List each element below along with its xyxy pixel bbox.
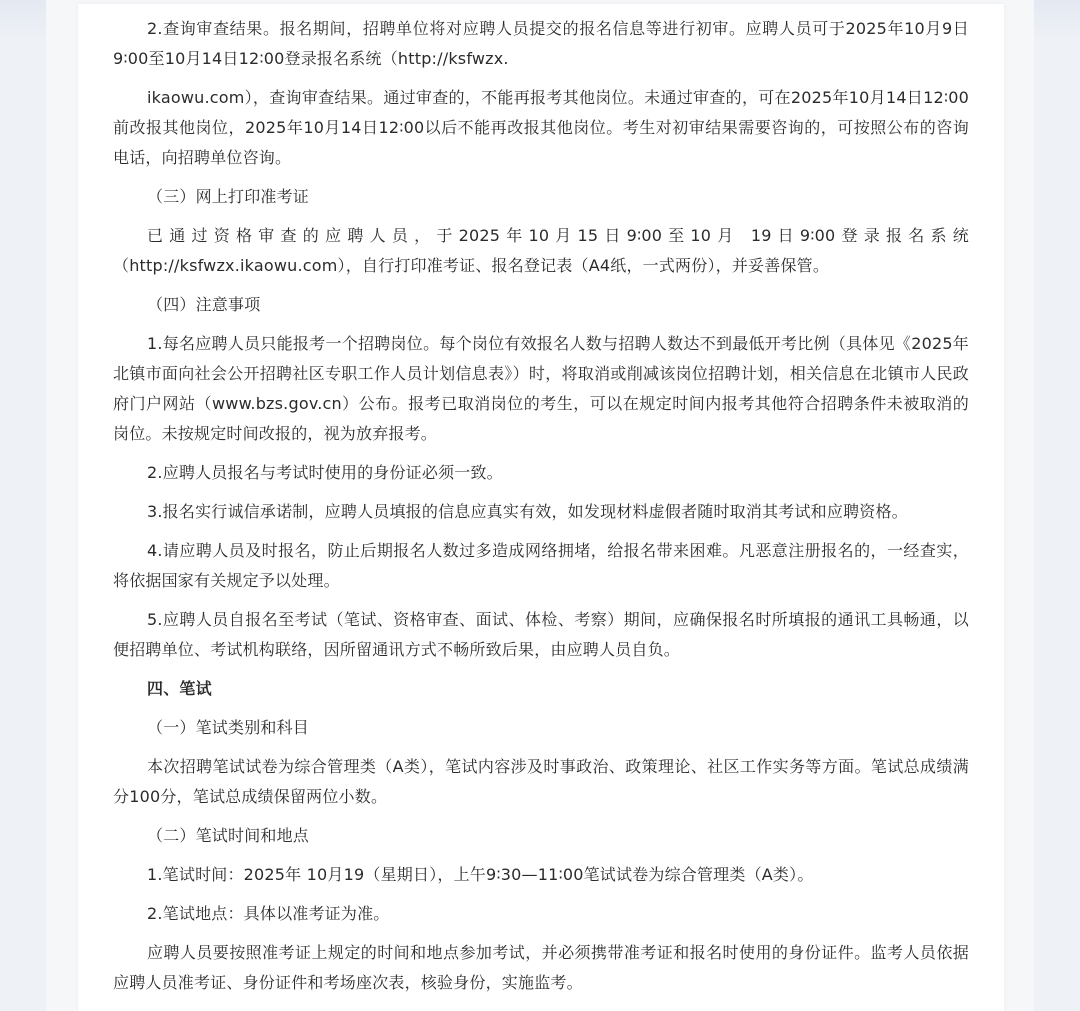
paragraph-exam-time: 1.笔试时间：2025年 10月19（星期日），上午9∶30—11∶00笔试试卷为综合管理类（A类）。	[147, 865, 814, 884]
background-corner-right	[1034, 0, 1080, 40]
heading-written-exam: 四、笔试	[147, 679, 212, 698]
paragraph-print-admission: 已通过资格审查的应聘人员，于2025年10月15日9∶00至10月 19日9∶00登录报名系统（http://ksfwzx.ikaowu.com），自行打印准考证、报名登记表（A4纸，一式两份），并妥善保管。	[113, 226, 969, 275]
heading-exam-time-place: （二）笔试时间和地点	[147, 826, 310, 845]
heading-print-admission: （三）网上打印准考证	[147, 187, 310, 206]
paragraph-note-2: 2.应聘人员报名与考试时使用的身份证必须一致。	[147, 463, 503, 482]
paragraph-query-results-cont: ikaowu.com），查询审查结果。通过审查的，不能再报考其他岗位。未通过审查的，可在2025年10月14日12∶00前改报其他岗位，2025年10月14日12∶00以后不能再改报其他岗位。考生对初审结果需要咨询的，可按照公布的咨询电话，向招聘单位咨询。	[113, 88, 969, 167]
paragraph-exam-place: 2.笔试地点：具体以准考证为准。	[147, 904, 390, 923]
paragraph-exam-rules: 应聘人员要按照准考证上规定的时间和地点参加考试，并必须携带准考证和报名时使用的身份证件。监考人员依据应聘人员准考证、身份证件和考场座次表，核验身份，实施监考。	[113, 943, 969, 992]
paragraph-exam-category: 本次招聘笔试试卷为综合管理类（A类），笔试内容涉及时事政治、政策理论、社区工作实务等方面。笔试总成绩满分100分，笔试总成绩保留两位小数。	[113, 757, 969, 806]
paragraph-query-results: 2.查询审查结果。报名期间，招聘单位将对应聘人员提交的报名信息等进行初审。应聘人员可于2025年10月9日9∶00至10月14日12∶00登录报名系统（http://ksfwzx.	[113, 19, 969, 68]
paragraph-note-4: 4.请应聘人员及时报名，防止后期报名人数过多造成网络拥堵，给报名带来困难。凡恶意注册报名的，一经查实，将依据国家有关规定予以处理。	[113, 541, 969, 590]
paragraph-note-1: 1.每名应聘人员只能报考一个招聘岗位。每个岗位有效报名人数与招聘人数达不到最低开考比例（具体见《2025年北镇市面向社会公开招聘社区专职工作人员计划信息表》）时，将取消或削减该岗位招聘计划，相关信息在北镇市人民政府门户网站（www.bzs.gov.cn）公布。报考已取消岗位的考生，可以在规定时间内报考其他符合招聘条件未被取消的岗位。未按规定时间改报的，视为放弃报考。	[113, 334, 969, 443]
paragraph-note-5: 5.应聘人员自报名至考试（笔试、资格审查、面试、体检、考察）期间，应确保报名时所填报的通讯工具畅通，以便招聘单位、考试机构联络，因所留通讯方式不畅所致后果，由应聘人员自负。	[113, 610, 969, 659]
heading-exam-category: （一）笔试类别和科目	[147, 718, 310, 737]
paragraph-note-3: 3.报名实行诚信承诺制，应聘人员填报的信息应真实有效，如发现材料虚假者随时取消其考试和应聘资格。	[147, 502, 908, 521]
heading-notes: （四）注意事项	[147, 295, 261, 314]
background-corner-left	[0, 0, 46, 40]
document-content	[113, 14, 969, 1007]
